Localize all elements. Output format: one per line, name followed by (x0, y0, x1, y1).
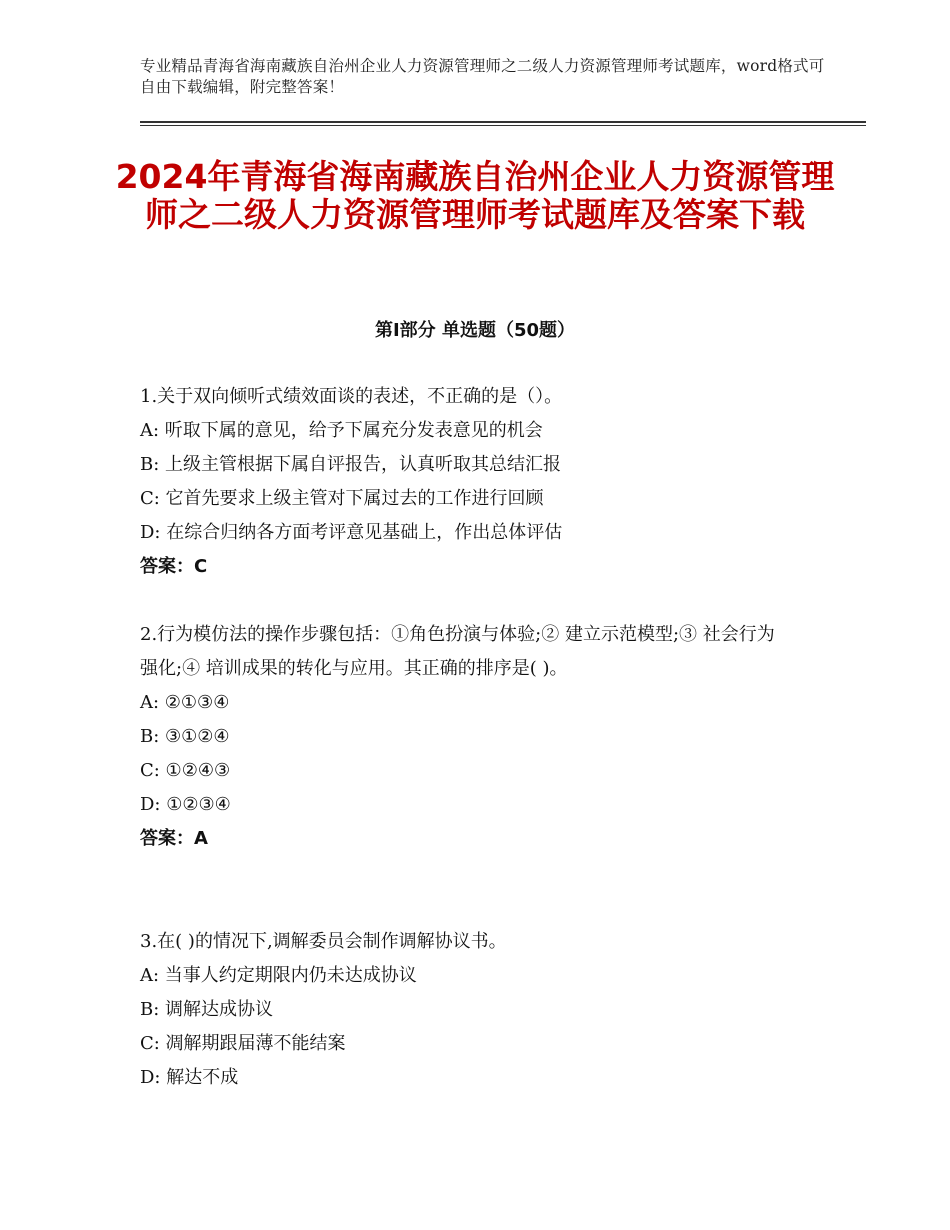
option-c: C: 它首先要求上级主管对下属过去的工作进行回顾 (140, 488, 544, 509)
option-d: D: 解达不成 (140, 1067, 239, 1088)
header-rule-thin (140, 125, 866, 126)
question-3 (140, 925, 820, 1095)
question-stem: 2.行为模仿法的操作步骤包括：①角色扮演与体验;② 建立示范模型;③ 社会行为强化;④ 培训成果的转化与应用。其正确的排序是( )。 (140, 624, 775, 679)
option-d: D: ①②③④ (140, 794, 231, 815)
question-2 (140, 618, 780, 856)
question-1 (140, 380, 820, 584)
option-c: C: 凋解期跟届薄不能结案 (140, 1033, 346, 1054)
option-a: A: ②①③④ (140, 692, 230, 713)
answer-label: 答案：C (140, 556, 208, 577)
option-b: B: ③①②④ (140, 726, 230, 747)
option-b: B: 调解达成协议 (140, 999, 274, 1020)
option-d: D: 在综合归纳各方面考评意见基础上，作出总体评估 (140, 522, 563, 543)
option-b: B: 上级主管根据下属自评报告，认真听取其总结汇报 (140, 454, 562, 475)
option-c: C: ①②④③ (140, 760, 231, 781)
question-stem: 1.关于双向倾听式绩效面谈的表述，不正确的是（）。 (140, 386, 563, 407)
header-note: 专业精品青海省海南藏族自治州企业人力资源管理师之二级人力资源管理师考试题库，word格式可自由下载编辑，附完整答案！ (140, 57, 825, 96)
option-a: A: 听取下属的意见，给予下属充分发表意见的机会 (140, 420, 543, 441)
header-rule-thick (140, 121, 866, 123)
option-a: A: 当事人约定期限内仍未达成协议 (140, 965, 417, 986)
answer-label: 答案：A (140, 828, 208, 849)
section-title: 第Ⅰ部分 单选题（50题） (374, 320, 575, 341)
question-stem: 3.在( )的情况下,调解委员会制作调解协议书。 (140, 931, 507, 952)
document-title: 2024年青海省海南藏族自治州企业人力资源管理师之二级人力资源管理师考试题库及答案下载 (115, 157, 835, 234)
